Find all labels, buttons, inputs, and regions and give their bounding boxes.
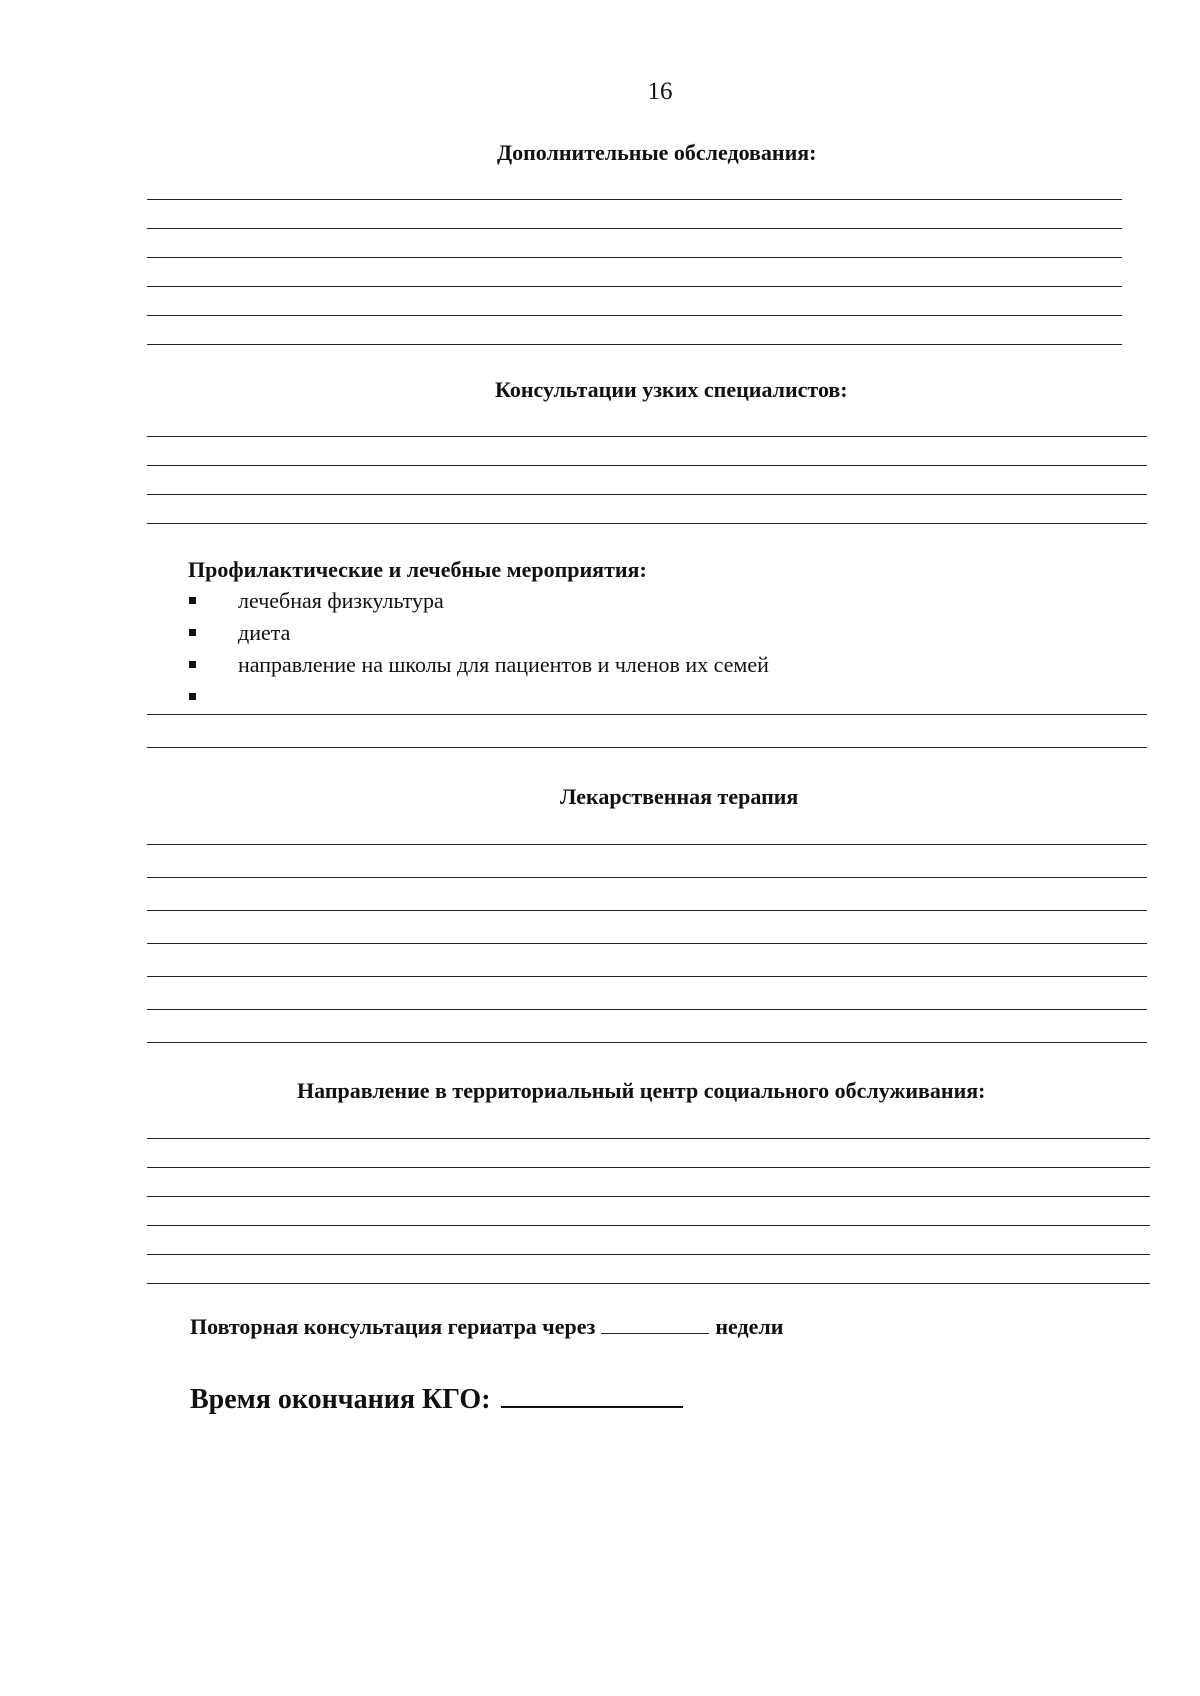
- bullet-text: диета: [238, 620, 291, 645]
- bullet-icon: [189, 693, 196, 700]
- blank-line[interactable]: [147, 943, 1147, 944]
- bullet-icon: [189, 661, 196, 668]
- bullet-item: [189, 652, 769, 678]
- end-time-blank[interactable]: [501, 1382, 683, 1408]
- blank-line[interactable]: [147, 1042, 1147, 1043]
- blank-line[interactable]: [147, 257, 1122, 258]
- blank-line[interactable]: [147, 976, 1147, 977]
- section-title-social-center: Направление в территориальный центр социального обслуживания:: [297, 1078, 986, 1103]
- blank-line[interactable]: [147, 228, 1122, 229]
- followup-weeks-blank[interactable]: [601, 1315, 709, 1334]
- blank-line[interactable]: [147, 844, 1147, 845]
- bullet-icon: [189, 597, 196, 604]
- section-title-specialist-consults: Консультации узких специалистов:: [495, 377, 848, 402]
- blank-line[interactable]: [147, 1138, 1150, 1139]
- blank-line[interactable]: [147, 1167, 1150, 1168]
- blank-line[interactable]: [147, 1009, 1147, 1010]
- followup-suffix: недели: [715, 1314, 784, 1339]
- blank-line[interactable]: [147, 877, 1147, 878]
- bullet-item: [189, 684, 238, 710]
- blank-line[interactable]: [147, 286, 1122, 287]
- blank-line[interactable]: [147, 523, 1147, 524]
- blank-line[interactable]: [147, 315, 1122, 316]
- blank-line[interactable]: [147, 465, 1147, 466]
- end-time-label: Время окончания КГО:: [190, 1384, 491, 1415]
- blank-line[interactable]: [147, 910, 1147, 911]
- blank-line[interactable]: [147, 1283, 1150, 1284]
- blank-line[interactable]: [147, 494, 1147, 495]
- blank-line[interactable]: [147, 199, 1122, 200]
- followup-prefix: Повторная консультация гериатра через: [190, 1314, 596, 1339]
- bullet-icon: [189, 629, 196, 636]
- bullet-text: лечебная физкультура: [238, 588, 444, 613]
- blank-line[interactable]: [147, 436, 1147, 437]
- page-number: 16: [647, 78, 673, 105]
- blank-line[interactable]: [147, 1225, 1150, 1226]
- end-time-line: [190, 1382, 683, 1416]
- blank-line[interactable]: [147, 1196, 1150, 1197]
- blank-line[interactable]: [147, 1254, 1150, 1255]
- bullet-text: направление на школы для пациентов и членов их семей: [238, 652, 769, 677]
- blank-line[interactable]: [147, 714, 1147, 715]
- bullet-item: [189, 620, 290, 646]
- blank-line[interactable]: [147, 344, 1122, 345]
- section-title-preventive: Профилактические и лечебные мероприятия:: [188, 557, 647, 582]
- section-title-additional-exams: Дополнительные обследования:: [497, 140, 817, 165]
- bullet-item: [189, 588, 444, 614]
- followup-line: [190, 1314, 783, 1340]
- section-title-drug-therapy: Лекарственная терапия: [560, 784, 799, 809]
- blank-line[interactable]: [147, 747, 1147, 748]
